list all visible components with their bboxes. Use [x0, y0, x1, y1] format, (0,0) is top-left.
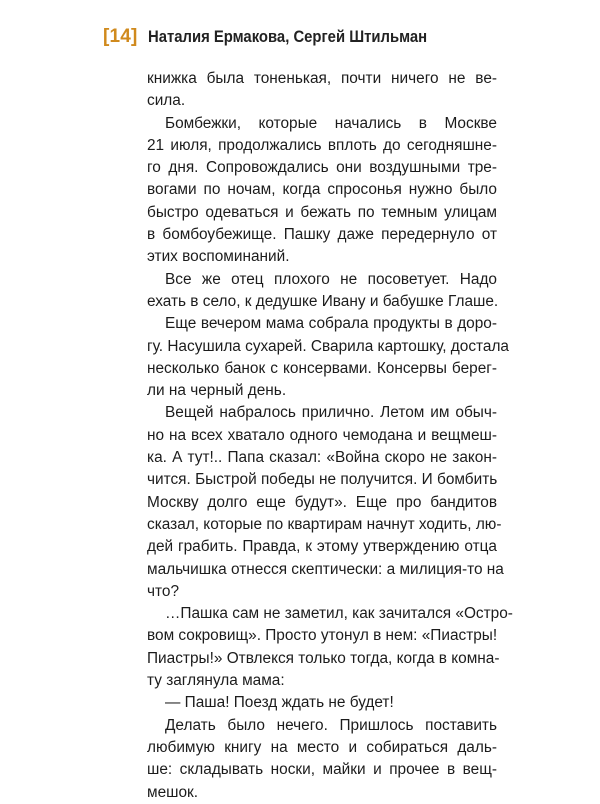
text-line: гу. Насушила сухарей. Сварила картошку, достала — [147, 337, 509, 355]
text-line: этих воспоминаний. — [147, 248, 290, 266]
text-line: мешок. — [147, 783, 199, 801]
text-line: 21 июля, продолжались вплоть до сегодняшне- — [147, 136, 497, 154]
text-line: сказал, которые по квартирам начнут ходить, лю- — [147, 515, 502, 533]
text-line: Москву долго еще будут». Еще про бандитов — [147, 493, 497, 511]
text-line: Бомбежки, которые начались в Москве — [165, 114, 497, 132]
text-line: Еще вечером мама собрала продукты в доро- — [165, 315, 497, 333]
text-line: вом сокровищ». Просто утонул в нем: «Пиастры! — [147, 627, 498, 645]
text-line: Пиастры!» Отвлекся только тогда, когда в комна- — [147, 649, 500, 667]
author-names: Наталия Ермакова, Сергей Штильман — [147, 27, 427, 46]
running-header — [103, 20, 458, 54]
text-line: ше: складывать носки, майки и прочее в вещ- — [147, 761, 497, 779]
text-line: Все же отец плохого не посоветует. Надо — [165, 270, 497, 288]
text-line: — Паша! Поезд ждать не будет! — [165, 694, 394, 712]
text-line: ехать в село, к дедушке Ивану и бабушке Глаше. — [147, 292, 499, 310]
text-line: го дня. Сопровождались они воздушными тре- — [147, 159, 497, 177]
text-line: Делать было нечего. Пришлось поставить — [165, 716, 497, 734]
text-line: книжка была тоненькая, почти ничего не ве- — [147, 70, 497, 87]
text-line: мальчишка отнесся скептически: а милиция-то на — [147, 560, 504, 578]
page-number: [14] — [103, 26, 138, 47]
text-line: сила. — [147, 92, 186, 110]
text-line: …Пашка сам не заметил, как зачитался «Остро- — [165, 605, 513, 623]
text-line: ту заглянула мама: — [147, 672, 285, 690]
text-line: ка. А тут!.. Папа сказал: «Война скоро не закон- — [147, 449, 497, 467]
text-line: ли на черный день. — [147, 382, 287, 400]
text-line: чится. Быстрой победы не получится. И бомбить — [147, 471, 498, 489]
text-line: что? — [147, 582, 180, 600]
text-line: любимую книгу на место и собираться даль- — [147, 738, 497, 756]
text-line: быстро одеваться и бежать по темным улицам — [147, 203, 497, 221]
text-line: Вещей набралось прилично. Летом им обыч- — [165, 404, 497, 422]
text-line: но на всех хватало одного чемодана и вещмеш- — [147, 426, 497, 444]
body-text — [147, 68, 513, 804]
text-line: несколько банок с консервами. Консервы берег- — [147, 359, 497, 377]
text-line: вогами по ночам, когда спросонья нужно было — [147, 181, 497, 199]
text-line: в бомбоубежище. Пашку даже передернуло от — [147, 226, 497, 244]
text-line: дей грабить. Правда, к этому утверждению отца — [147, 538, 497, 556]
